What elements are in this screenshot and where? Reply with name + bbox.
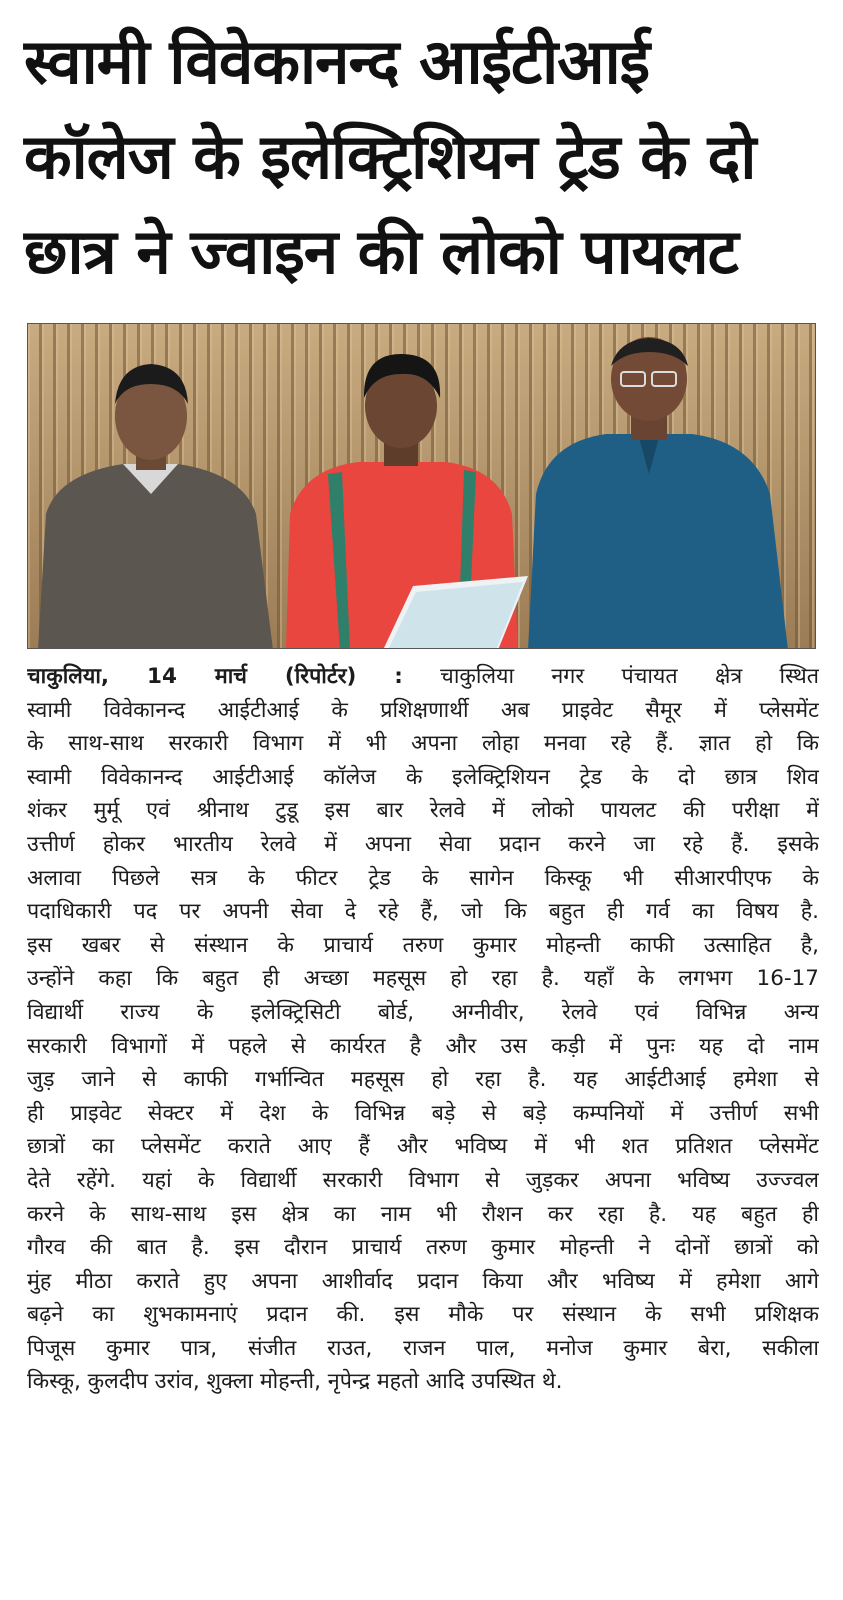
article-line: बढ़ने का शुभकामनाएं प्रदान की. इस मौके पर संस्थान के सभी प्रशिक्षक bbox=[27, 1302, 819, 1328]
news-photo bbox=[27, 323, 816, 649]
article-body bbox=[27, 660, 819, 1399]
article-line: के साथ-साथ सरकारी विभाग में भी अपना लोहा मनवा रहे हैं. ज्ञात हो कि bbox=[27, 731, 819, 757]
article-line: किस्कू, कुलदीप उरांव, शुक्ला मोहन्ती, नृपेन्द्र महतो आदि उपस्थित थे. bbox=[27, 1369, 563, 1395]
article-line: पिजूस कुमार पात्र, संजीत राउत, राजन पाल, मनोज कुमार बेरा, सकीला bbox=[27, 1335, 819, 1361]
article-line: जुड़ जाने से काफी गर्भान्वित महसूस हो रहा है. यह आईटीआई हमेशा से bbox=[27, 1067, 819, 1093]
article-line: शंकर मुर्मू एवं श्रीनाथ टुडू इस बार रेलवे में लोको पायलट की परीक्षा में bbox=[27, 798, 819, 824]
article-line: छात्रों का प्लेसमेंट कराते आए हैं और भविष्य में भी शत प्रतिशत प्लेसमेंट bbox=[27, 1134, 819, 1160]
article-line: इस खबर से संस्थान के प्राचार्य तरुण कुमार मोहन्ती काफी उत्साहित है, bbox=[27, 932, 819, 958]
article-line: उत्तीर्ण होकर भारतीय रेलवे में अपना सेवा प्रदान करने जा रहे हैं. इसके bbox=[27, 831, 819, 857]
article-line: सरकारी विभागों में पहले से कार्यरत है और उस कड़ी में पुनः यह दो नाम bbox=[27, 1033, 819, 1059]
article-line: स्वामी विवेकानन्द आईटीआई के प्रशिक्षणार्थी अब प्राइवेट सैमूर में प्लेसमेंट bbox=[27, 697, 819, 723]
article-line: विद्यार्थी राज्य के इलेक्ट्रिसिटी बोर्ड, अग्नीवीर, रेलवे एवं विभिन्न अन्य bbox=[27, 999, 819, 1025]
article-line bbox=[27, 660, 819, 694]
dateline: चाकुलिया, 14 मार्च (रिपोर्टर) : bbox=[27, 664, 403, 689]
headline-line-1: स्वामी विवेकानन्द आईटीआई bbox=[24, 25, 650, 98]
article-line: ही प्राइवेट सेक्टर में देश के विभिन्न बड़े से बड़े कम्पनियों में उत्तीर्ण सभी bbox=[27, 1100, 819, 1126]
headline-line-3: छात्र ने ज्वाइन की लोको पायलट bbox=[24, 215, 738, 288]
article-line: करने के साथ-साथ इस क्षेत्र का नाम भी रौशन कर रहा है. यह बहुत ही bbox=[27, 1201, 819, 1227]
article-line: पदाधिकारी पद पर अपनी सेवा दे रहे हैं, जो कि बहुत ही गर्व का विषय है. bbox=[27, 899, 819, 925]
article-line: गौरव की बात है. इस दौरान प्राचार्य तरुण कुमार मोहन्ती ने दोनों छात्रों को bbox=[27, 1235, 819, 1261]
news-photo-illustration bbox=[28, 324, 816, 649]
article-line: देते रहेंगे. यहां के विद्यार्थी सरकारी विभाग से जुड़कर अपना भविष्य उज्ज्वल bbox=[27, 1167, 819, 1193]
article-line: स्वामी विवेकानन्द आईटीआई कॉलेज के इलेक्ट्रिशियन ट्रेड के दो छात्र शिव bbox=[27, 764, 819, 790]
article-line: मुंह मीठा कराते हुए अपना आशीर्वाद प्रदान किया और भविष्य में हमेशा आगे bbox=[27, 1268, 819, 1294]
article-line-text: चाकुलिया नगर पंचायत क्षेत्र स्थित bbox=[402, 664, 819, 689]
headline bbox=[24, 14, 824, 299]
headline-line-2: कॉलेज के इलेक्ट्रिशियन ट्रेड के दो bbox=[24, 120, 756, 193]
article-line: उन्होंने कहा कि बहुत ही अच्छा महसूस हो रहा है. यहाँ के लगभग 16-17 bbox=[27, 966, 819, 992]
article-line: अलावा पिछले सत्र के फीटर ट्रेड के सागेन किस्कू भी सीआरपीएफ के bbox=[27, 865, 819, 891]
